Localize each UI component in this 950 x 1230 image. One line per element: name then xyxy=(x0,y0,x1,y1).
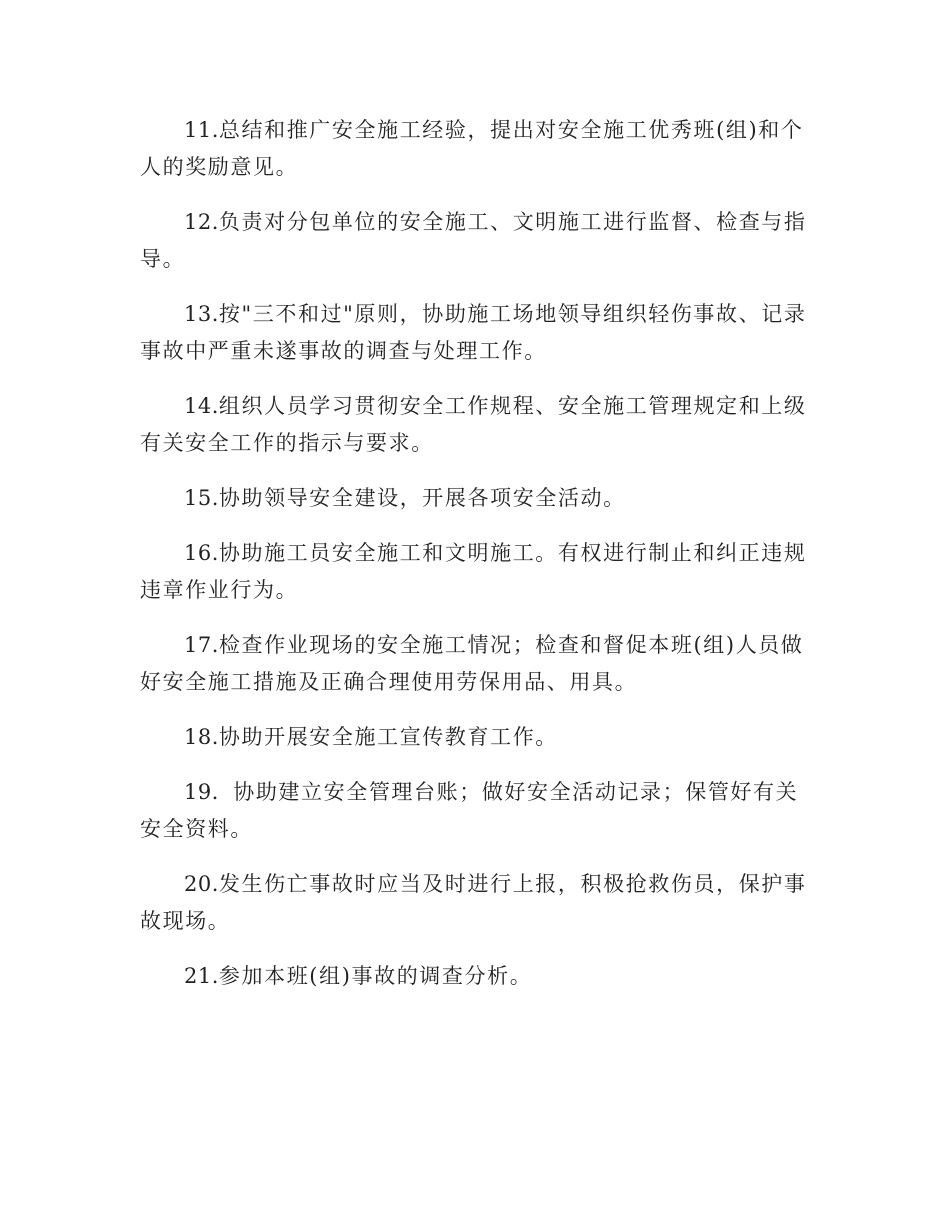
item-text: 总结和推广安全施工经验，提出对安全施工优秀班(组)和个人的奖励意见。 xyxy=(140,118,804,179)
item-number: 12. xyxy=(184,210,219,234)
list-item xyxy=(140,627,810,701)
list-item xyxy=(140,204,810,278)
item-number: 13. xyxy=(184,302,219,326)
list-item xyxy=(140,719,810,756)
item-number: 11. xyxy=(184,118,219,142)
item-text: 负责对分包单位的安全施工、文明施工进行监督、检查与指导。 xyxy=(140,210,807,271)
list-item xyxy=(140,480,810,517)
list-item xyxy=(140,112,810,186)
item-number: 20. xyxy=(184,872,219,896)
list-item xyxy=(140,388,810,462)
item-number: 16. xyxy=(184,541,219,565)
item-text: 协助领导安全建设，开展各项安全活动。 xyxy=(218,486,626,510)
list-item xyxy=(140,958,810,995)
list-item xyxy=(140,535,810,609)
item-text: 协助施工员安全施工和文明施工。有权进行制止和纠正违规违章作业行为。 xyxy=(140,541,807,602)
item-number: 21. xyxy=(184,964,219,988)
item-number: 15. xyxy=(184,486,219,510)
item-number: 19． xyxy=(184,780,234,804)
list-item xyxy=(140,866,810,940)
list-item xyxy=(140,774,810,848)
item-number: 14. xyxy=(184,394,219,418)
item-text: 检查作业现场的安全施工情况；检查和督促本班(组)人员做好安全施工措施及正确合理使用劳保用品、用具。 xyxy=(140,633,804,694)
item-text: 组织人员学习贯彻安全工作规程、安全施工管理规定和上级有关安全工作的指示与要求。 xyxy=(140,394,807,455)
item-text: 协助开展安全施工宣传教育工作。 xyxy=(218,725,558,749)
list-item xyxy=(140,296,810,370)
item-text: 协助建立安全管理台账；做好安全活动记录；保管好有关安全资料。 xyxy=(140,780,799,841)
item-text: 按"三不和过"原则，协助施工场地领导组织轻伤事故、记录事故中严重未遂事故的调查与处理工作。 xyxy=(140,302,807,363)
item-number: 18. xyxy=(184,725,219,749)
item-text: 发生伤亡事故时应当及时进行上报，积极抢救伤员，保护事故现场。 xyxy=(140,872,807,933)
item-number: 17. xyxy=(184,633,219,657)
item-text: 参加本班(组)事故的调查分析。 xyxy=(218,964,533,988)
